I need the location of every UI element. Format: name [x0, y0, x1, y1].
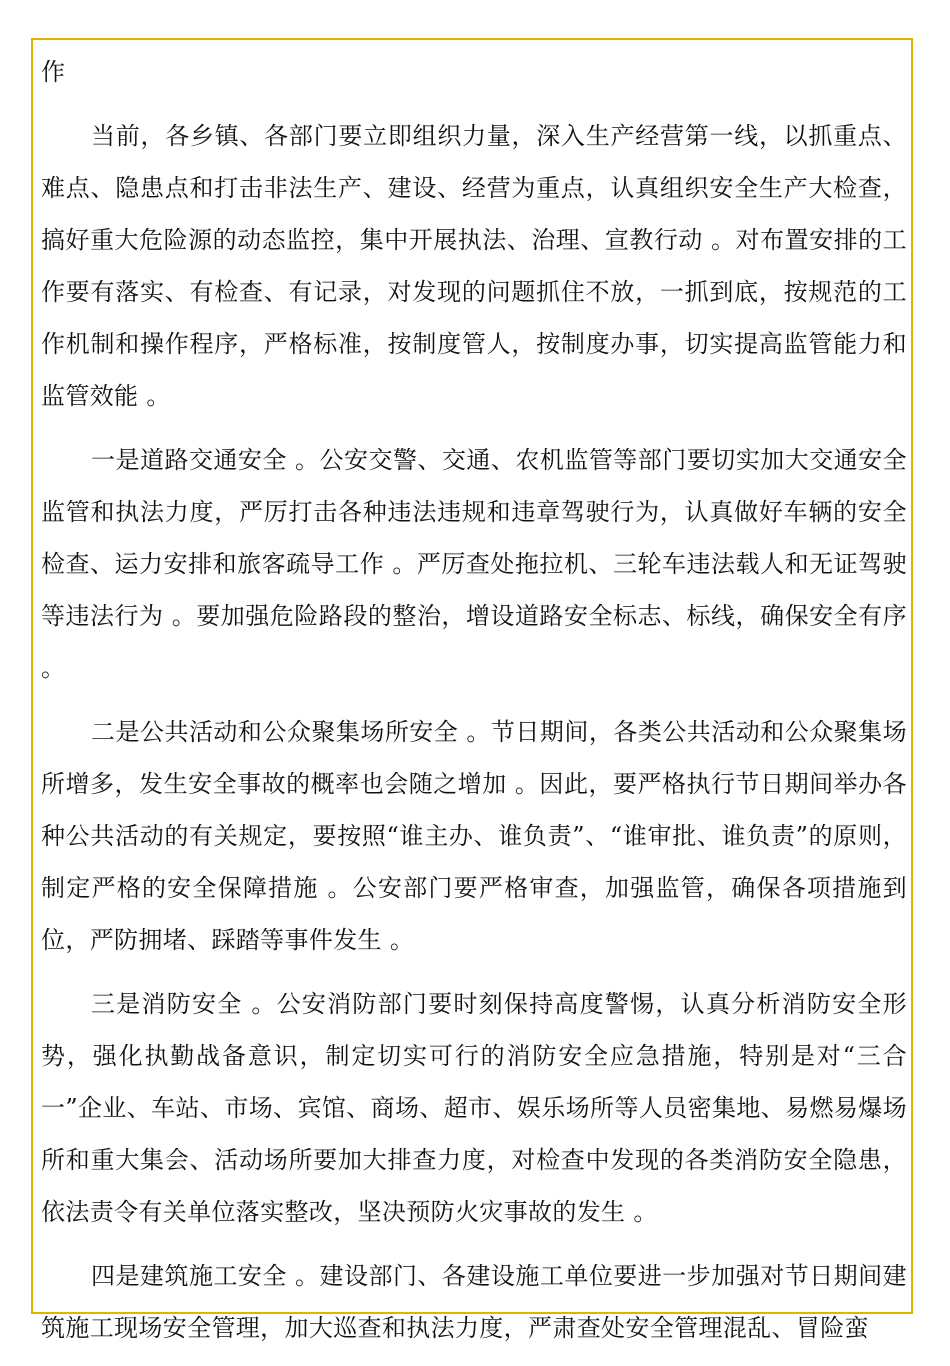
paragraph-road-traffic-safety: 一是道路交通安全 。公安交警、交通、农机监管等部门要切实加大交通安全监管和执法力度，严厉打击各种违法违规和违章驾驶行为，认真做好车辆的安全检查、运力安排和旅客疏导工作 。严厉查处拖拉机、三轮车违法载人和无证驾驶等违法行为 。要加强危险路段的整治，增设道路安全标志、标线，确保安全有序 。 — [41, 446, 907, 682]
paragraph-continuation: 作 — [41, 58, 66, 86]
paragraph-fire-safety: 三是消防安全 。公安消防部门要时刻保持高度警惕，认真分析消防安全形势，强化执勤战备意识，制定切实可行的消防安全应急措施，特别是对“三合一”企业、车站、市场、宾馆、商场、超市、娱乐场所等人员密集地、易燃易爆场所和重大集会、活动场所要加大排查力度，对检查中发现的各类消防安全隐患，依法责令有关单位落实整改，坚决预防火灾事故的发生 。 — [41, 990, 907, 1226]
paragraph-construction-safety: 四是建筑施工安全 。建设部门、各建设施工单位要进一步加强对节日期间建筑施工现场安全管理，加大巡查和执法力度，严肃查处安全管理混乱、冒险蛮 — [41, 1262, 907, 1342]
paragraph-public-venue-safety: 二是公共活动和公众聚集场所安全 。节日期间，各类公共活动和公众聚集场所增多，发生安全事故的概率也会随之增加 。因此，要严格执行节日期间举办各种公共活动的有关规定，要按照“谁主办、谁负责”、“谁审批、谁负责”的原则，制定严格的安全保障措施 。公安部门要严格审查，加强监管，确保各项措施到位，严防拥堵、踩踏等事件发生 。 — [41, 718, 907, 954]
document-body — [41, 46, 907, 1366]
paragraph-inspection-work: 当前，各乡镇、各部门要立即组织力量，深入生产经营第一线，以抓重点、难点、隐患点和打击非法生产、建设、经营为重点，认真组织安全生产大检查，搞好重大危险源的动态监控，集中开展执法、治理、宣教行动 。对布置安排的工作要有落实、有检查、有记录，对发现的问题抓住不放，一抓到底，按规范的工作机制和操作程序，严格标准，按制度管人，按制度办事，切实提高监管能力和监管效能 。 — [41, 122, 907, 410]
